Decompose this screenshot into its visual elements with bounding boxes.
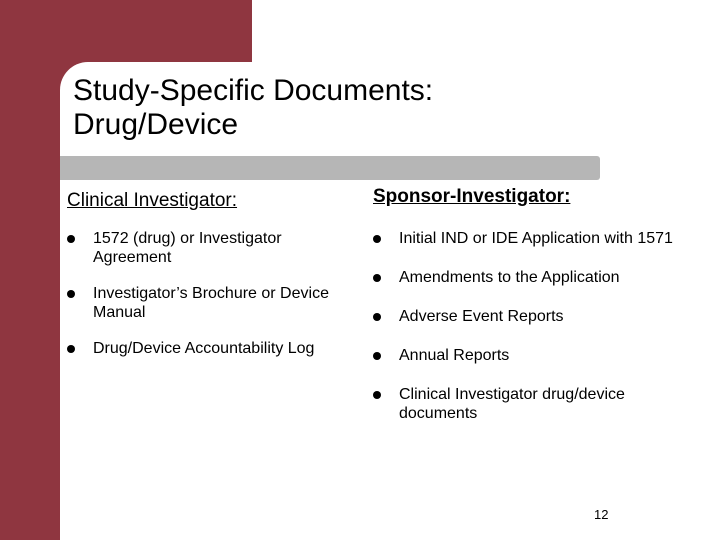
clinical-investigator-list: [67, 229, 357, 358]
bullet-icon: [373, 352, 381, 360]
list-item: [373, 229, 673, 248]
list-item-text: Adverse Event Reports: [399, 308, 564, 325]
list-item: [67, 229, 357, 267]
title-line-1: Study-Specific Documents:: [73, 74, 434, 107]
list-item: [373, 385, 673, 423]
bullet-icon: [373, 235, 381, 243]
bullet-icon: [67, 235, 75, 243]
list-item-text: Investigator’s Brochure or Device Manual: [93, 285, 329, 321]
list-item-text: Clinical Investigator drug/device documents: [399, 386, 625, 422]
clinical-investigator-heading: Clinical Investigator:: [67, 190, 238, 211]
list-item: [67, 284, 357, 322]
list-item: [373, 346, 673, 365]
list-item: [67, 339, 357, 358]
title-divider: [60, 156, 600, 180]
bullet-icon: [373, 313, 381, 321]
sponsor-investigator-heading: Sponsor-Investigator:: [373, 186, 571, 207]
list-item-text: 1572 (drug) or Investigator Agreement: [93, 230, 282, 266]
list-item-text: Annual Reports: [399, 347, 510, 364]
bullet-icon: [67, 290, 75, 298]
title-line-2: Drug/Device: [73, 108, 239, 141]
list-item: [373, 268, 673, 287]
list-item-text: Amendments to the Application: [399, 269, 620, 286]
list-item: [373, 307, 673, 326]
bullet-icon: [373, 391, 381, 399]
clinical-investigator-column: [67, 190, 357, 358]
bullet-icon: [67, 345, 75, 353]
slide-title: [73, 74, 633, 142]
list-item-text: Drug/Device Accountability Log: [93, 340, 315, 357]
sponsor-investigator-list: [373, 229, 673, 423]
bullet-icon: [373, 274, 381, 282]
sponsor-investigator-column: [373, 186, 673, 423]
list-item-text: Initial IND or IDE Application with 1571: [399, 230, 673, 247]
page-number: 12: [594, 507, 609, 522]
